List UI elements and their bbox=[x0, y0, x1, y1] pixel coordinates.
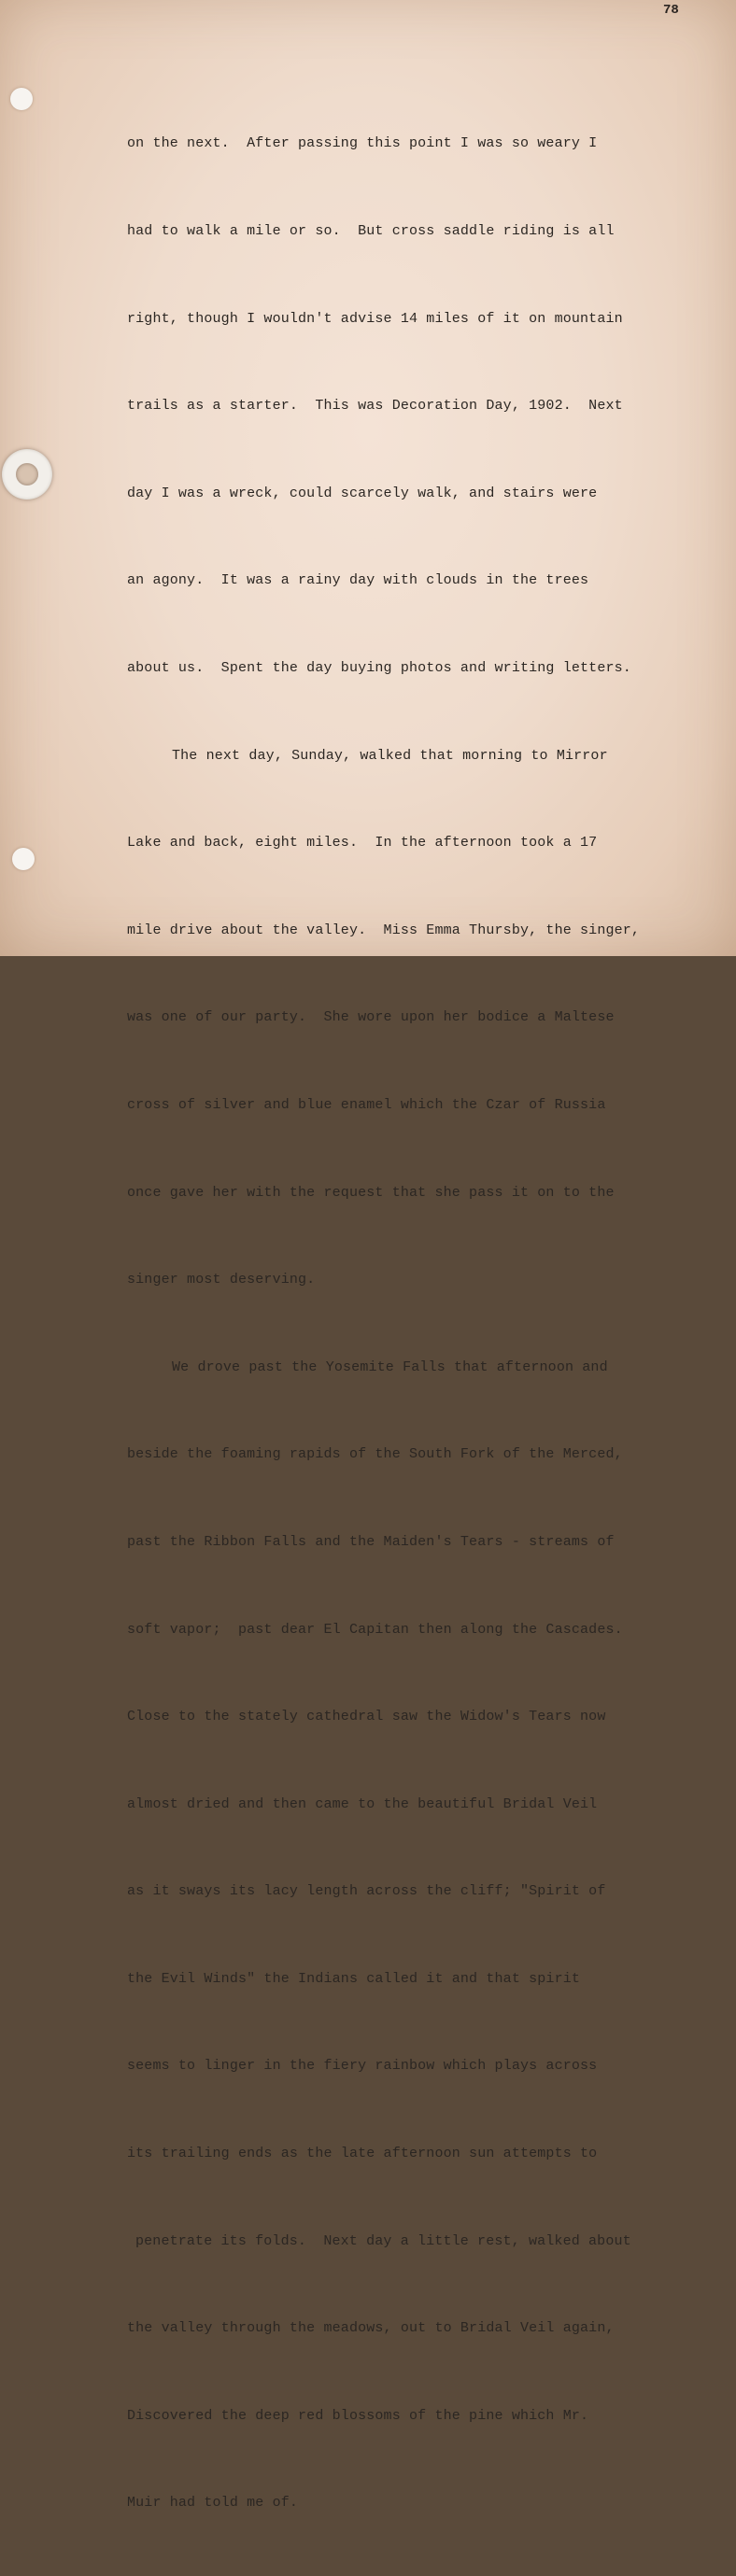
text-line: an agony. It was a rainy day with clouds in the trees bbox=[127, 572, 589, 589]
typed-text-body bbox=[127, 71, 687, 2576]
text-line: once gave her with the request that she pass it on to the bbox=[127, 1184, 615, 1201]
text-line: seems to linger in the fiery rainbow which plays across bbox=[127, 2058, 598, 2075]
text-line: Close to the stately cathedral saw the Widow's Tears now bbox=[127, 1709, 606, 1725]
punch-hole-bottom bbox=[12, 848, 35, 870]
text-line: about us. Spent the day buying photos and writing letters. bbox=[127, 659, 631, 676]
text-line: Discovered the deep red blossoms of the pine which Mr. bbox=[127, 2407, 589, 2424]
text-line: soft vapor; past dear El Capitan then along the Cascades. bbox=[127, 1621, 623, 1638]
text-line: mile drive about the valley. Miss Emma Thursby, the singer, bbox=[127, 922, 641, 938]
text-line-paragraph-start: The next day, Sunday, walked that morning to Mirror bbox=[172, 747, 608, 764]
text-line: on the next. After passing this point I was so weary I bbox=[127, 135, 598, 152]
text-line: beside the foaming rapids of the South Fork of the Merced, bbox=[127, 1446, 623, 1463]
text-line: penetrate its folds. Next day a little rest, walked about bbox=[135, 2232, 631, 2249]
text-line: past the Ribbon Falls and the Maiden's Tears - streams of bbox=[127, 1533, 615, 1550]
text-line: the Evil Winds" the Indians called it and that spirit bbox=[127, 1970, 581, 1987]
text-line: singer most deserving. bbox=[127, 1272, 316, 1288]
punch-hole-top bbox=[10, 88, 33, 110]
text-line: almost dried and then came to the beautiful Bridal Veil bbox=[127, 1795, 598, 1812]
text-line: the valley through the meadows, out to Bridal Veil again, bbox=[127, 2320, 615, 2337]
text-line: its trailing ends as the late afternoon sun attempts to bbox=[127, 2146, 598, 2162]
page-number: 78 bbox=[663, 3, 679, 18]
text-line: had to walk a mile or so. But cross saddle riding is all bbox=[127, 223, 615, 239]
text-line: Muir had told me of. bbox=[127, 2495, 299, 2512]
text-line: as it sways its lacy length across the cliff; "Spirit of bbox=[127, 1883, 606, 1900]
text-line: Lake and back, eight miles. In the afternoon took a 17 bbox=[127, 835, 598, 852]
text-line: day I was a wreck, could scarcely walk, and stairs were bbox=[127, 485, 598, 501]
text-line: trails as a starter. This was Decoration Day, 1902. Next bbox=[127, 398, 623, 415]
text-line-paragraph-start: We drove past the Yosemite Falls that afternoon and bbox=[172, 1358, 608, 1375]
text-line: was one of our party. She wore upon her bodice a Maltese bbox=[127, 1009, 615, 1026]
text-line: right, though I wouldn't advise 14 miles of it on mountain bbox=[127, 310, 623, 327]
text-line: cross of silver and blue enamel which the Czar of Russia bbox=[127, 1096, 606, 1113]
punch-hole-middle bbox=[2, 449, 52, 500]
